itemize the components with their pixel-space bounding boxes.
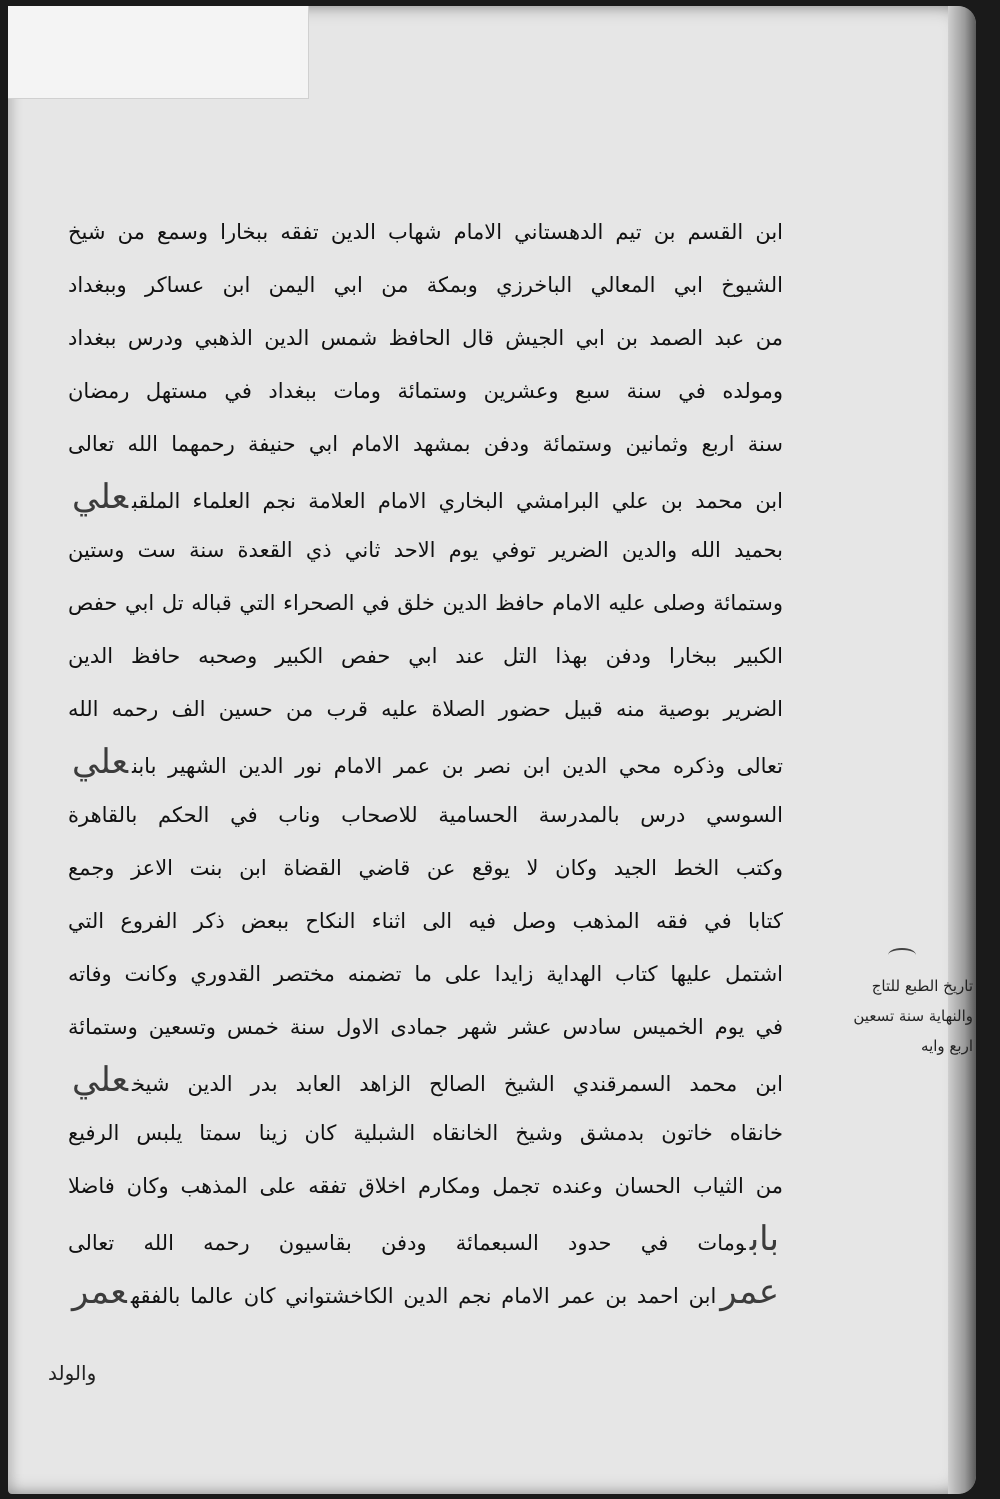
heading-ali-2: علي bbox=[72, 742, 128, 782]
manuscript-text-block bbox=[68, 206, 783, 1319]
line-text: الضرير بوصية منه قبيل حضور الصلاة عليه قرب من حسين الف رحمه الله bbox=[68, 697, 783, 721]
catchword: والولد bbox=[48, 1361, 97, 1385]
text-line-9 bbox=[68, 630, 783, 683]
text-line-15 bbox=[68, 948, 783, 1001]
margin-note-line-1: تاريخ الطبع للتاج bbox=[871, 977, 973, 995]
line-text: ابن محمد السمرقندي الشيخ الصالح الزاهد العابد بدر الدين شيخ bbox=[132, 1072, 783, 1096]
text-line-6 bbox=[68, 471, 783, 524]
text-line-18 bbox=[68, 1107, 783, 1160]
text-line-2 bbox=[68, 259, 783, 312]
line-text: ابن القسم بن تيم الدهستاني الامام شهاب الدين تفقه ببخارا وسمع من شيخ bbox=[68, 220, 783, 244]
text-line-7 bbox=[68, 524, 783, 577]
manuscript-page bbox=[8, 6, 976, 1494]
line-text: الكبير ببخارا ودفن بهذا التل عند ابي حفص الكبير وصحبه حافظ الدين bbox=[68, 644, 783, 668]
line-text: خانقاه خاتون بدمشق وشيخ الخانقاه الشبلية كان زينا سمتا يلبس الرفيع bbox=[68, 1121, 783, 1145]
line-text: تعالى وذكره محي الدين ابن نصر بن عمر الامام نور الدين الشهير بابن bbox=[132, 754, 783, 778]
text-line-10 bbox=[68, 683, 783, 736]
text-line-8 bbox=[68, 577, 783, 630]
margin-note-line-2: والنهاية سنة تسعين bbox=[853, 1007, 973, 1025]
line-text: من الثياب الحسان وعنده تجمل ومكارم اخلاق تفقه على المذهب وكان فاضلا bbox=[68, 1174, 783, 1198]
heading-ali-3: علي bbox=[72, 1060, 128, 1100]
text-line-20 bbox=[68, 1213, 783, 1266]
line-text: ابن احمد بن عمر الامام نجم الدين الكاخشتواني كان عالما بالفقه bbox=[130, 1284, 717, 1308]
heading-ali-1: علي bbox=[72, 477, 128, 517]
text-line-21 bbox=[68, 1266, 783, 1319]
text-line-13 bbox=[68, 842, 783, 895]
line-text: وستمائة وصلى عليه الامام حافظ الدين خلق في الصحراء التي قباله تل ابي حفص bbox=[68, 591, 783, 615]
line-text: السوسي درس بالمدرسة الحسامية للاصحاب وناب في الحكم بالقاهرة bbox=[68, 803, 783, 827]
text-line-17 bbox=[68, 1054, 783, 1107]
line-text: بحميد الله والدين الضرير توفي يوم الاحد ثاني ذي القعدة سنة ست وستين bbox=[68, 538, 783, 562]
page-edge-shadow bbox=[948, 6, 976, 1494]
text-line-5 bbox=[68, 418, 783, 471]
heading-bab: باب bbox=[749, 1219, 779, 1259]
line-text: كتابا في فقه المذهب وصل فيه الى اثناء النكاح ببعض ذكر الفروع التي bbox=[68, 909, 783, 933]
margin-flourish bbox=[888, 948, 916, 962]
line-text: ومات في حدود السبعمائة ودفن بقاسيون رحمه الله تعالى bbox=[68, 1231, 746, 1255]
line-text: الشيوخ ابي المعالي الباخرزي وبمكة من ابي اليمن ابن عساكر وببغداد bbox=[68, 273, 783, 297]
text-line-1 bbox=[68, 206, 783, 259]
text-line-11 bbox=[68, 736, 783, 789]
line-text: من عبد الصمد بن ابي الجيش قال الحافظ شمس الدين الذهبي ودرس ببغداد bbox=[68, 326, 783, 350]
text-line-12 bbox=[68, 789, 783, 842]
heading-umar-2: عمر bbox=[72, 1272, 127, 1312]
line-text: وكتب الخط الجيد وكان لا يوقع عن قاضي القضاة ابن بنت الاعز وجمع bbox=[68, 856, 783, 880]
line-text: سنة اربع وثمانين وستمائة ودفن بمشهد الامام ابي حنيفة رحمهما الله تعالى bbox=[68, 432, 783, 456]
line-text: اشتمل عليها كتاب الهداية زايدا على ما تضمنه مختصر القدوري وكانت وفاته bbox=[68, 962, 783, 986]
line-text: ومولده في سنة سبع وعشرين وستمائة ومات ببغداد في مستهل رمضان bbox=[68, 379, 783, 403]
text-line-16 bbox=[68, 1001, 783, 1054]
text-line-14 bbox=[68, 895, 783, 948]
line-text: ابن محمد بن علي البرامشي البخاري الامام العلامة نجم العلماء الملقب bbox=[132, 489, 783, 513]
text-line-19 bbox=[68, 1160, 783, 1213]
text-line-3 bbox=[68, 312, 783, 365]
line-text: في يوم الخميس سادس عشر شهر جمادى الاول سنة خمس وتسعين وستمائة bbox=[68, 1015, 783, 1039]
heading-umar-1: عمر bbox=[720, 1272, 779, 1312]
margin-note bbox=[808, 971, 973, 1061]
margin-note-line-3: اربع وايه bbox=[921, 1037, 973, 1055]
label-patch bbox=[8, 6, 309, 99]
text-line-4 bbox=[68, 365, 783, 418]
